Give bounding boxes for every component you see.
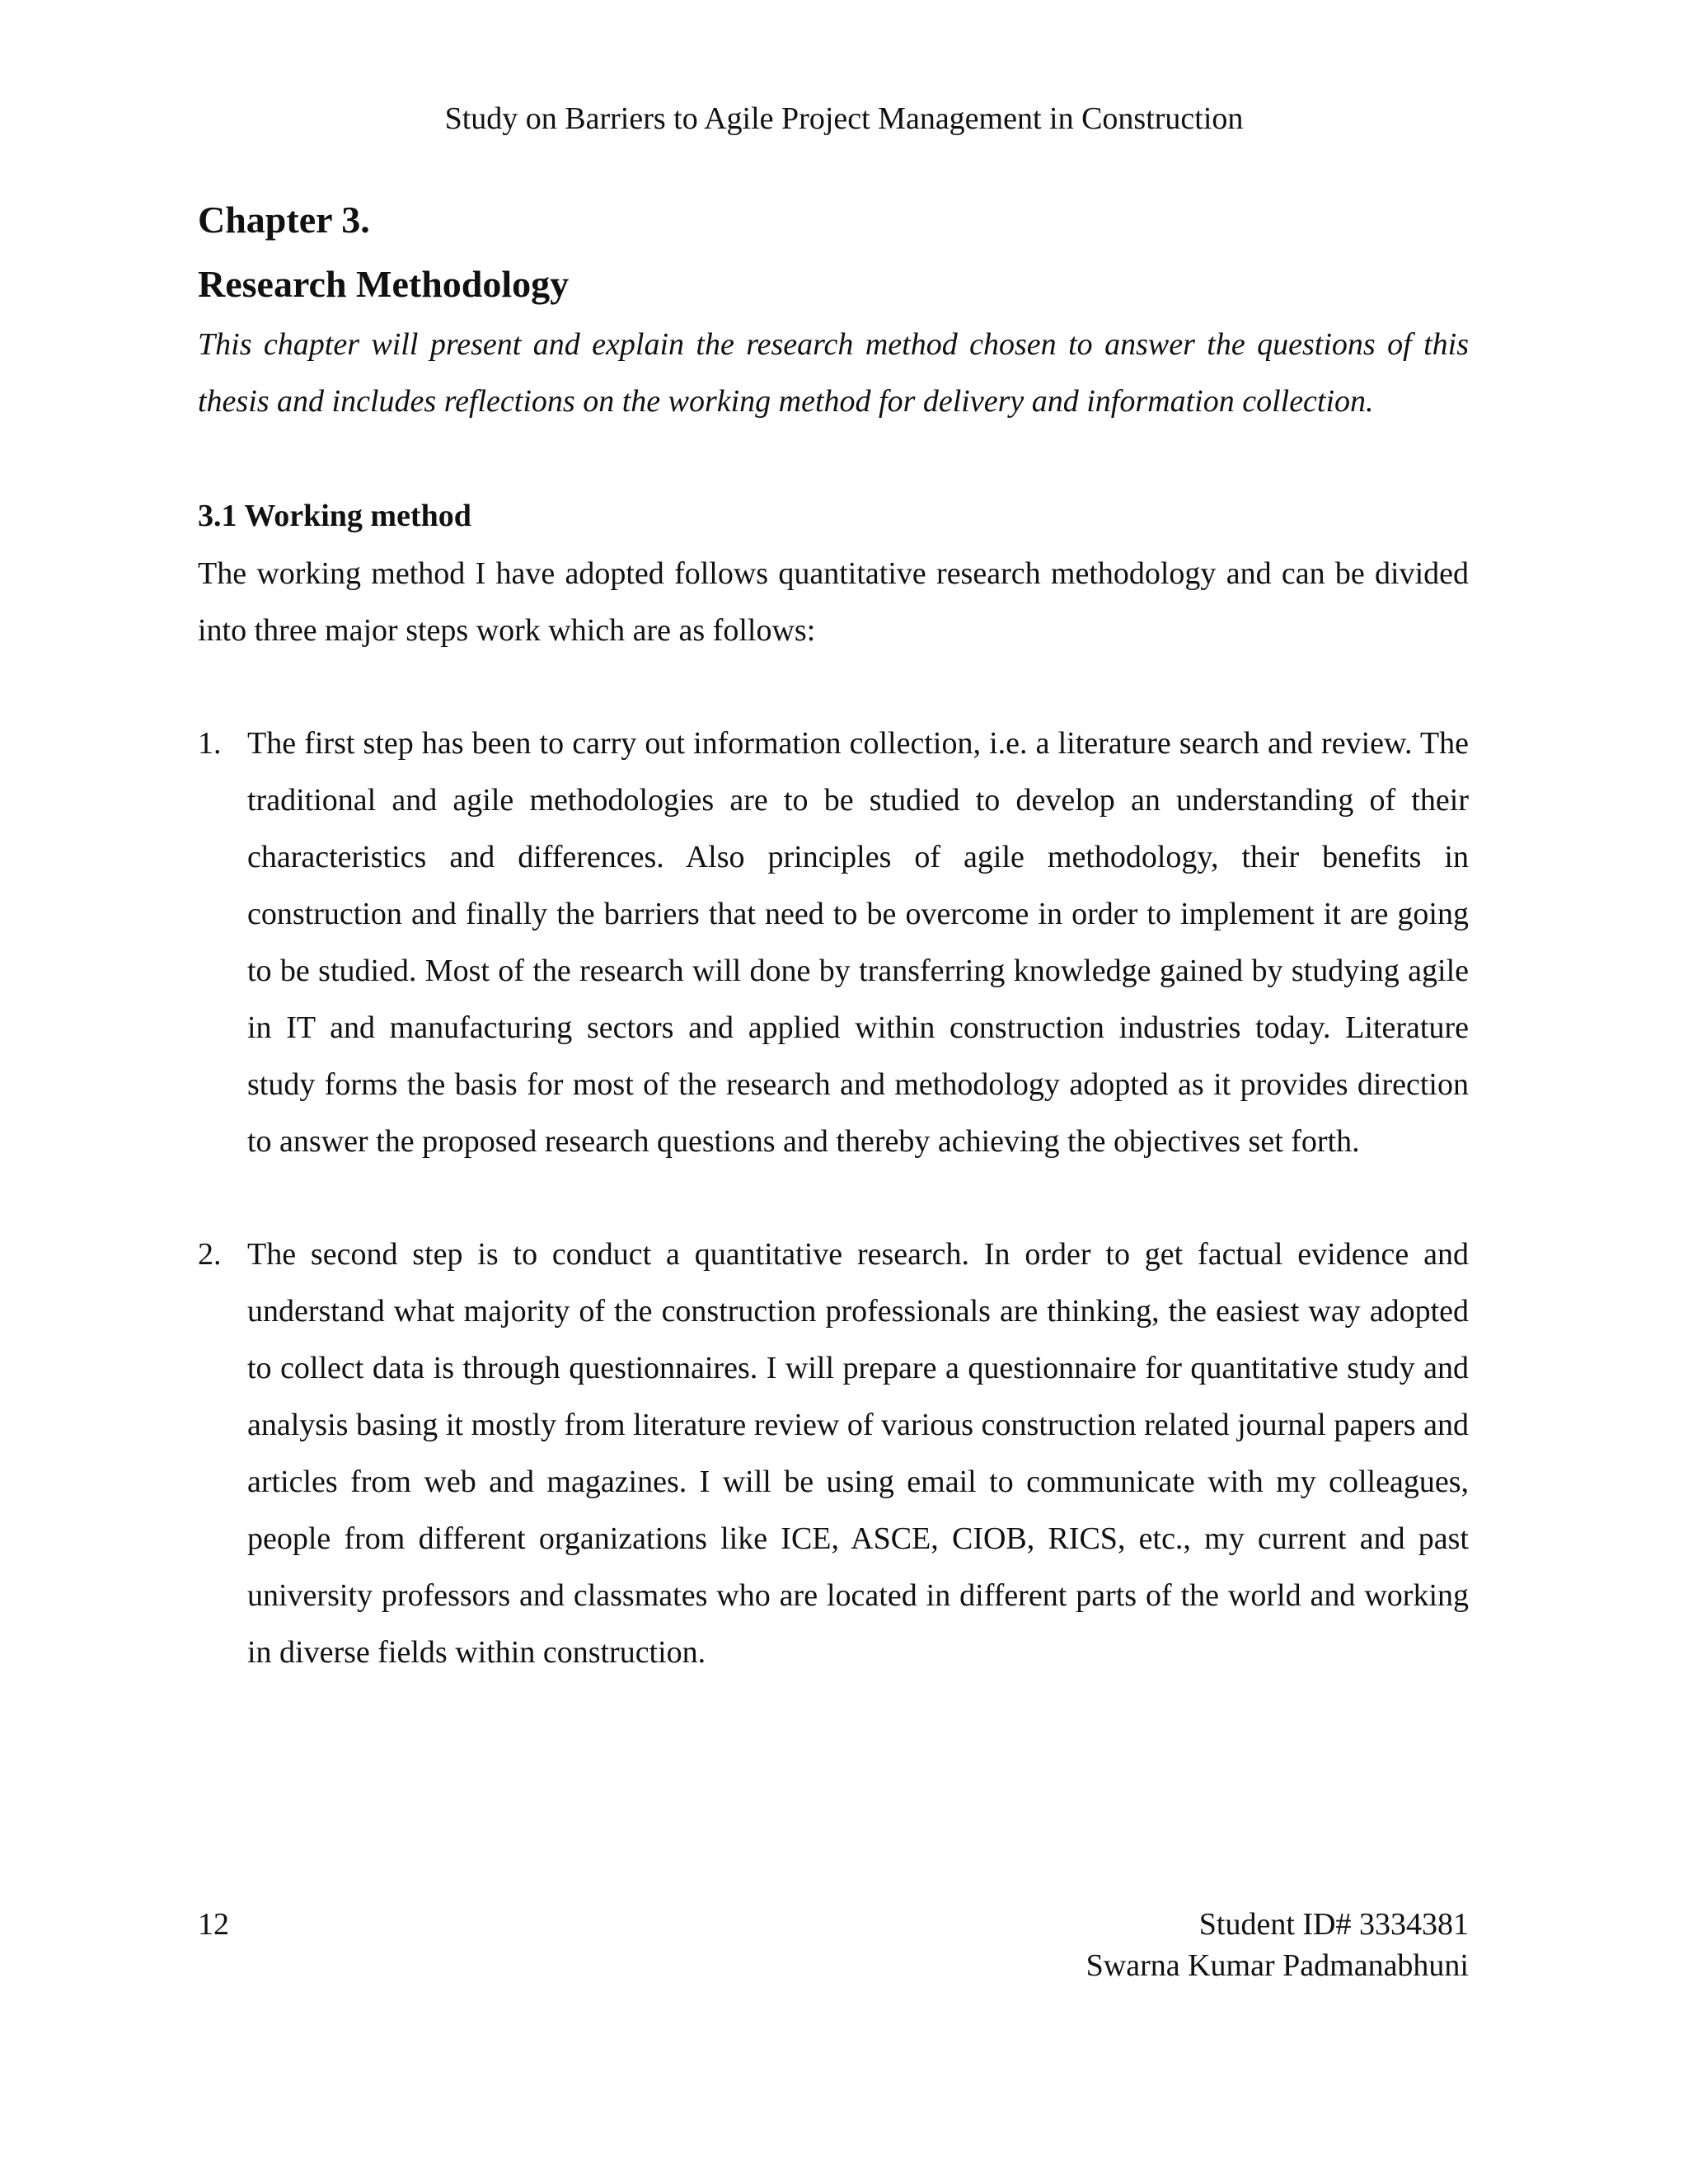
steps-list (198, 715, 1469, 1681)
chapter-intro: This chapter will present and explain the research method chosen to answer the questions of this thesis and includes reflections on the working method for delivery and information collection. (198, 327, 1469, 419)
section-heading: 3.1 Working method (198, 499, 471, 533)
list-item (198, 715, 1469, 1170)
student-id: Student ID# 3334381 (1198, 1907, 1469, 1942)
page-number: 12 (198, 1907, 229, 1942)
chapter-title: Research Methodology (198, 263, 570, 305)
list-item (198, 1226, 1469, 1681)
author-name: Swarna Kumar Padmanabhuni (1085, 1948, 1469, 1983)
footer-author-block (1086, 1904, 1469, 1986)
section-paragraph: The working method I have adopted follows quantitative research methodology and can be divided into three major steps work which are as follows: (198, 556, 1469, 648)
list-item-number: 1. (198, 726, 222, 761)
list-item-text: The second step is to conduct a quantitative research. In order to get factual evidence and understand what majority of the construction professionals are thinking, the easiest way adopted to collect data is through questionnaires. I will prepare a questionnaire for quantitative study and analysis basing it mostly from literature review of various construction related journal papers and articles from web and magazines. I will be using email to communicate with my colleagues, people from different organizations like ICE, ASCE, CIOB, RICS, etc., my current and past university professors and classmates who are located in different parts of the world and working in diverse fields within construction. (247, 1237, 1469, 1670)
list-item-number: 2. (198, 1237, 222, 1272)
page-content (198, 191, 1469, 1681)
running-header: Study on Barriers to Agile Project Management in Construction (444, 101, 1244, 136)
list-item-text: The first step has been to carry out information collection, i.e. a literature search and review. The traditional and agile methodologies are to be studied to develop an understanding of their characteristics and differences. Also principles of agile methodology, their benefits in construction and finally the barriers that need to be overcome in order to implement it are going to be studied. Most of the research will done by transferring knowledge gained by studying agile in IT and manufacturing sectors and applied within construction industries today. Literature study forms the basis for most of the research and methodology adopted as it provides direction to answer the proposed research questions and thereby achieving the objectives set forth. (247, 726, 1469, 1159)
chapter-number: Chapter 3. (198, 199, 370, 241)
